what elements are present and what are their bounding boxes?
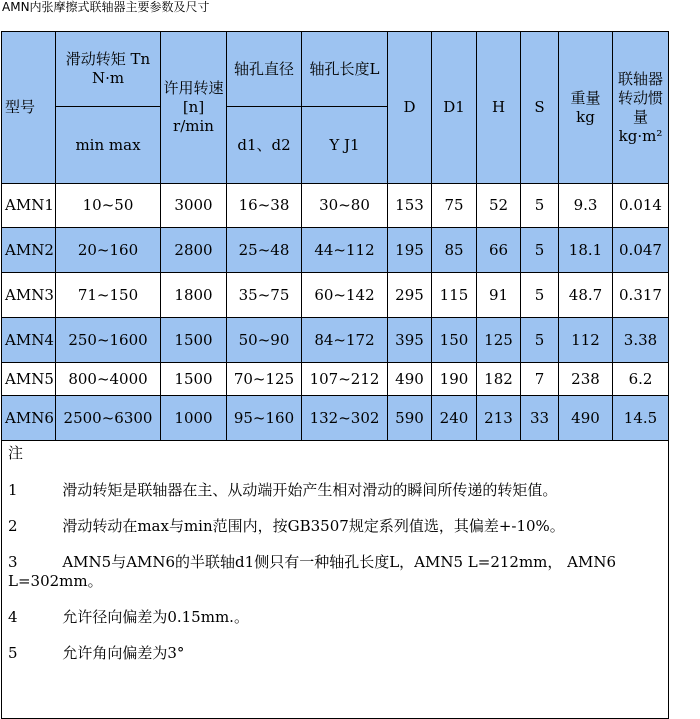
cell-S: 5 (521, 318, 559, 363)
cell-torque: 10~50 (56, 184, 161, 228)
cell-speed: 2800 (161, 228, 227, 273)
header-bore-diameter: 轴孔直径 (227, 32, 302, 107)
note-item (8, 553, 662, 591)
cell-S: 33 (521, 396, 559, 441)
note-item (8, 644, 662, 663)
note-number: 3 (8, 553, 18, 571)
cell-inertia: 0.047 (613, 228, 669, 273)
cell-D1: 240 (432, 396, 477, 441)
cell-bore-length: 60~142 (302, 273, 388, 318)
cell-H: 66 (477, 228, 521, 273)
notes-title: 注 (8, 444, 24, 462)
cell-bore-length: 107~212 (302, 363, 388, 396)
cell-S: 7 (521, 363, 559, 396)
cell-speed: 1800 (161, 273, 227, 318)
header-inertia: 联轴器转动惯量kg·m² (613, 32, 669, 184)
cell-S: 5 (521, 273, 559, 318)
cell-D1: 75 (432, 184, 477, 228)
note-text: 允许径向偏差为0.15mm.。 (62, 608, 249, 626)
notes-section (2, 441, 669, 719)
cell-speed: 1000 (161, 396, 227, 441)
note-item (8, 517, 662, 536)
cell-H: 91 (477, 273, 521, 318)
note-number: 1 (8, 481, 18, 499)
table-row (2, 396, 669, 441)
header-S: S (521, 32, 559, 184)
cell-bore-length: 132~302 (302, 396, 388, 441)
cell-weight: 238 (559, 363, 613, 396)
cell-speed: 1500 (161, 363, 227, 396)
cell-speed: 1500 (161, 318, 227, 363)
cell-D: 395 (388, 318, 432, 363)
header-bore-length-sub: Y J1 (302, 107, 388, 184)
cell-bore-diameter: 35~75 (227, 273, 302, 318)
parameter-table (1, 31, 669, 719)
note-text: 允许角向偏差为3° (62, 644, 185, 662)
header-H: H (477, 32, 521, 184)
cell-inertia: 0.317 (613, 273, 669, 318)
header-model: 型号 (2, 32, 56, 184)
cell-torque: 20~160 (56, 228, 161, 273)
cell-D: 153 (388, 184, 432, 228)
cell-D: 590 (388, 396, 432, 441)
cell-H: 125 (477, 318, 521, 363)
cell-inertia: 6.2 (613, 363, 669, 396)
header-bore-diameter-sub: d1、d2 (227, 107, 302, 184)
cell-bore-diameter: 70~125 (227, 363, 302, 396)
cell-H: 52 (477, 184, 521, 228)
cell-model: AMN6 (2, 396, 56, 441)
cell-H: 213 (477, 396, 521, 441)
note-text: 滑动转动在max与min范围内，按GB3507规定系列值选，其偏差+-10%。 (62, 517, 565, 535)
table-row (2, 318, 669, 363)
header-D1: D1 (432, 32, 477, 184)
cell-bore-length: 30~80 (302, 184, 388, 228)
cell-speed: 3000 (161, 184, 227, 228)
table-row (2, 363, 669, 396)
cell-inertia: 0.014 (613, 184, 669, 228)
cell-torque: 250~1600 (56, 318, 161, 363)
cell-D1: 190 (432, 363, 477, 396)
table-row (2, 273, 669, 318)
note-number: 5 (8, 644, 18, 662)
note-item (8, 481, 662, 500)
header-torque-sub: min max (56, 107, 161, 184)
cell-D: 195 (388, 228, 432, 273)
cell-bore-diameter: 95~160 (227, 396, 302, 441)
cell-bore-diameter: 16~38 (227, 184, 302, 228)
cell-S: 5 (521, 184, 559, 228)
cell-weight: 112 (559, 318, 613, 363)
cell-S: 5 (521, 228, 559, 273)
cell-weight: 490 (559, 396, 613, 441)
note-number: 2 (8, 517, 18, 535)
header-speed: 许用转速 [n] r/min (161, 32, 227, 184)
cell-torque: 800~4000 (56, 363, 161, 396)
cell-weight: 48.7 (559, 273, 613, 318)
cell-torque: 2500~6300 (56, 396, 161, 441)
cell-D1: 115 (432, 273, 477, 318)
note-text: 滑动转矩是联轴器在主、从动端开始产生相对滑动的瞬间所传递的转矩值。 (62, 481, 558, 499)
cell-bore-diameter: 25~48 (227, 228, 302, 273)
cell-D1: 150 (432, 318, 477, 363)
cell-bore-diameter: 50~90 (227, 318, 302, 363)
note-number: 4 (8, 608, 18, 626)
cell-model: AMN3 (2, 273, 56, 318)
table-row (2, 228, 669, 273)
note-item (8, 608, 662, 627)
cell-H: 182 (477, 363, 521, 396)
cell-inertia: 3.38 (613, 318, 669, 363)
cell-model: AMN4 (2, 318, 56, 363)
cell-weight: 18.1 (559, 228, 613, 273)
cell-bore-length: 44~112 (302, 228, 388, 273)
cell-model: AMN5 (2, 363, 56, 396)
cell-inertia: 14.5 (613, 396, 669, 441)
cell-model: AMN1 (2, 184, 56, 228)
header-torque: 滑动转矩 Tn N·m (56, 32, 161, 107)
note-text: AMN5与AMN6的半联轴d1侧只有一种轴孔长度L，AMN5 L=212mm， AMN6 L=302mm。 (8, 553, 617, 590)
table-caption: AMN内张摩擦式联轴器主要参数及尺寸 (2, 0, 210, 14)
cell-D: 295 (388, 273, 432, 318)
cell-D: 490 (388, 363, 432, 396)
header-D: D (388, 32, 432, 184)
cell-weight: 9.3 (559, 184, 613, 228)
header-weight: 重量 kg (559, 32, 613, 184)
cell-bore-length: 84~172 (302, 318, 388, 363)
cell-model: AMN2 (2, 228, 56, 273)
table-row (2, 184, 669, 228)
cell-D1: 85 (432, 228, 477, 273)
header-bore-length: 轴孔长度L (302, 32, 388, 107)
cell-torque: 71~150 (56, 273, 161, 318)
